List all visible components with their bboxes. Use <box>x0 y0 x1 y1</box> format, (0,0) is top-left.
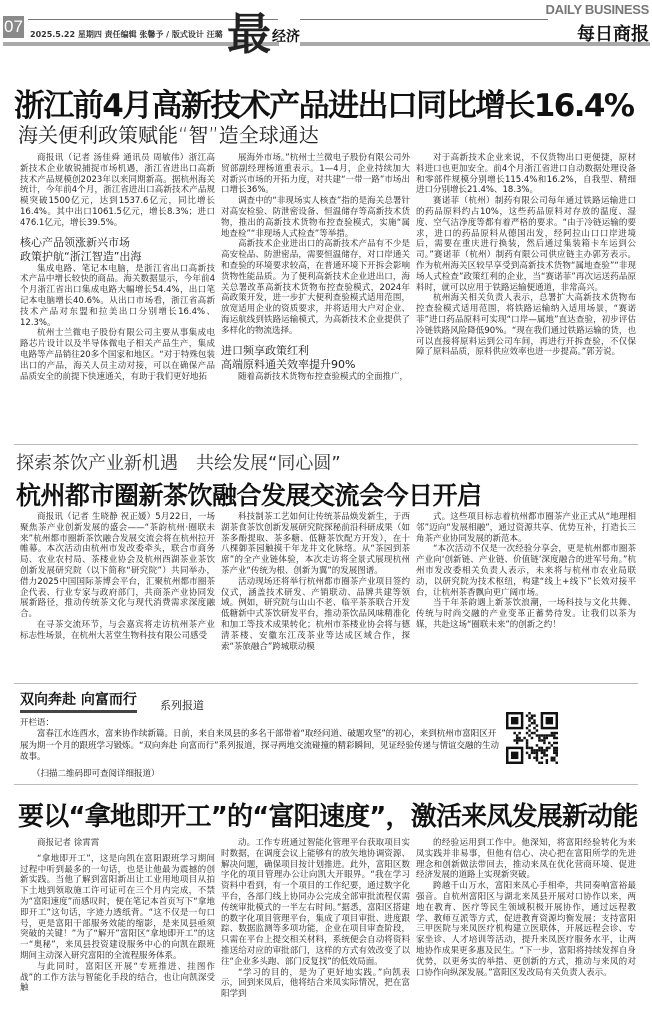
section-subhead: 核心产品领涨新兴市场 <box>20 235 130 249</box>
article3-column-1 <box>20 838 215 994</box>
series-banner-tag: 系列报道 <box>160 699 204 712</box>
paragraph: 集成电路、笔记本电脑，是浙江省出口高新技术产品中增长较快的商品。海关数据显示，今年前4个月浙江省出口集成电路大幅增长54.4%，出口笔记本电脑增长40.6%。从出口市场看，浙江省高新技术产品对东盟和拉美出口分别增长16.4%、12.3%。 <box>20 263 215 328</box>
brand-english: DAILY BUSINESS <box>545 2 649 17</box>
paragraph: 展海外市场。”杭州士兰微电子股份有限公司外贸部副经理杨道重表示。1—4月，企业持续加大对新兴市场的开拓力度，对共建“一带一路”市场出口增长36%。 <box>221 153 410 196</box>
section-logo: 最 <box>227 9 271 60</box>
paragraph: 调查中的“非现场实人核查”指的是海关总署针对高安检验、防泄密设备、恒温储存等高新技术货物，推出的高新技术货物布控查验模式，实施“属地查检”“非现场人式检查”等举措。 <box>221 196 410 239</box>
paragraph: 高新技术企业进出口的高新技术产品有不少是高安检品、防泄密品，需要恒温储存，对口岸通关和查验的环境要求较高，在普通环境下开拆会影响货物性能品质。为了便利高新技术企业进出口，海关总署改革高新技术货物布控查验模式，2024年高政策开发，进一步扩大便利查验模式适用范围，放宽适用企业的资质要求，并将适用大户对企业、海运航线到铁路运输模式，为高新技术企业提供了多样化的物流选择。 <box>221 239 410 336</box>
article1-subheadline: 海关便利政策赋能“智”造全球通达 <box>18 123 319 147</box>
section-subhead: 高端原料通关效率提升90% <box>221 357 356 371</box>
editor-note-label: 开栏语： <box>20 718 55 728</box>
section-name: 经济 <box>272 29 300 45</box>
article1-column-1 <box>20 153 215 382</box>
article2-headline: 杭州都市圈新茶饮融合发展交流会今日开启 <box>16 481 482 510</box>
article2-column-2 <box>221 512 410 652</box>
editor-note-text: 富春江水连酉水，富来协作续新篇。日前，来自来凤县的多名干部带着“取经问道、破题攻坚”的初心，来到杭州市富阳区开展为期一个月的跟班学习锻炼。“双向奔赴 向富而行”系列报道，探寻两地交流碰撞的精彩瞬间，见证经验传递与情谊交融的生动故事。 <box>20 729 500 762</box>
paragraph: 杭州士兰微电子股份有限公司主要从事集成电路芯片设计以及半导体微电子相关产品生产，集成电路等产品销往20多个国家和地区。“对于特殊包装出口的产品，海关人员主动对接，可以在确保产品品质安全的前提下快速通关，有助于我们更好地拓 <box>20 328 215 382</box>
article1-column-3 <box>416 153 636 358</box>
paragraph: 对于高新技术企业来说，不仅货物出口更便捷，原材料进口也更加安全。前4个月浙江省进口自动数据处理设备和零部件规模分别增长115.4%和16.2%，自我型、精细进口分别增长21.4%、18.3%。 <box>416 153 636 196</box>
paragraph: 商报讯（记者 汤佳舜 通讯员 周敏伟）浙江高新技术企业敏锐捕捉市场机遇，浙江省进出口高新技术产品规模创2023年以来同期新高。据杭州海关统计，今年前4个月，浙江省进出口高新技术产品规模突破1500亿元，达到1537.6亿元，同比增长16.4%。其中出口1061.5亿元，增长8.3%；进口476.1亿元，增长39.5%。 <box>20 153 215 228</box>
article3-column-2 <box>221 838 410 1000</box>
paragraph: 活动现场还将举行杭州都市圈茶产业项目签约仪式，涵盖技术研发、产销联动、品牌共建等领域。例如，研究院与山山不老、临平茶茶联合开发低糖新中式茶饮研发平台，推动茶饮品风味精准化和加工等技术成果转化；杭州市茶楼业协会将与德清茶楼、安徽东江茂茶业等达成区域合作，探索“茶旅融合”跨城联动模 <box>221 576 410 652</box>
brand-masthead: 每日商报 <box>577 24 649 45</box>
article3-column-3 <box>416 838 636 978</box>
paragraph: 的经验运用到工作中。他深知，将富阳经验转化为来凤实践并非易事，但他有信心、决心把在富阳所学的先进理念和创新做法带回去，推动来凤在优化营商环境、促进经济发展的道路上实现新突破。 <box>416 838 636 881</box>
paragraph: 与此同时，富阳区开展“专班推进、挂图作战”的工作方法与智能化手段的结合，也让向凯深受触 <box>20 961 215 994</box>
article2-subheadline: 探索茶饮产业新机遇 共绘发展“同心圆” <box>16 453 341 474</box>
page-number: 07 <box>4 17 23 36</box>
article2-column-3 <box>416 512 636 631</box>
paragraph: 跨越千山万水，富阳来凤心手相牵，共同奏响富裕最强音。自杭州富阳区与湖北来凤县开展对口协作以来，两地在教育、医疗等民生领域积极开展协作，通过远程教学、教师互派等方式，促进教育资源均衡发展；支持富阳三甲医院与来凤医疗机构建立医联体，开展远程会诊、专家坐诊、人才培训等活动，提升来凤医疗服务水平，让两地协作成果更多惠及民生。“下一步，富阳将持续发挥自身优势，以更务实的举措、更创新的方式，推动与来凤的对口协作向纵深发展。”富阳区发改局有关负责人表示。 <box>416 881 636 978</box>
qr-hint: （扫描二维码即可查阅详细报道） <box>32 769 160 779</box>
paragraph: 赛诺菲（杭州）制药有限公司每年通过铁路运输进口的药品原料约占10%，这些药品原料对存放的温度、湿度、空气洁净度等都有着严格的要求。“由于冷链运输的要求，进口的药品原料从德国出发，经阿拉山口口岸进境后，需要在重庆进行换装，然后通过集装箱卡车运到公司。”赛诺菲（杭州）制药有限公司供应链主办郭芳表示。作为杭州海关区较早享受到高新技术货物“属地查验”“非现场人式检查”政策红利的企业，当“赛诺菲”再次运送药品原料时，就可以应用于铁路运输便通道，非常高兴。 <box>416 196 636 293</box>
article3-headline: 要以“拿地即开工”的“富阳速度”，激活来凤发展新动能 <box>18 802 638 832</box>
section-subhead: 政策护航“浙江智造”出海 <box>20 249 142 263</box>
paragraph: 商报讯（记者 生晓静 祝正媛）5月22日，一场聚焦茶产业创新发展的盛会——“茶韵杭州·圈联未来”杭州都市圈新茶饮融合发展交流会将在杭州拉开帷幕。本次活动由杭州市发改委牵头，联合市商务局、农业农村局、茶楼业协会及杭州西湖茶业茶饮创新发展研究院（以下简称“研究院”）共同举办，借力2025中国国际茶博会平台，汇聚杭州都市圈茶企代表、行业专家与政府部门，共商茶产业协同发展新路径，推动传统茶文化与现代消费需求深度融合。 <box>20 512 215 620</box>
article2-column-1 <box>20 512 215 642</box>
series-banner-title: 双向奔赴 向富而行 <box>20 689 137 713</box>
article1-headline: 浙江前4月高新技术产品进出口同比增长16.4% <box>14 88 634 124</box>
paragraph: 动。工作专班通过智能化管理平台获取项目实时数据，在调度会议上能够有的放矢地协调资源、解决问题，确保项目按计划推进。此外，富阳区数字化的项目管理办公让向凯大开眼界。“我在学习资料中看到，有一个项目的工作纪要，通过数字化平台，各部门线上协同办公完成全部审批流程仅需传统审批模式的一半左右时间。”据悉，富阳区搭建的数字化项目管理平台，集成了项目审批、进度跟踪、数据监测等多项功能，企业在项目审查阶段，只需在平台上提交相关材料，系统便会自动将资料推送给对应的审批部门，这样的方式有效改变了以往“企业多头跑、部门反复找”的低效局面。 <box>221 838 410 967</box>
paragraph: 随着高新技术货物布控查验模式的全面推广， <box>238 371 409 382</box>
paragraph: 式。这些项目标志着杭州都市圈茶产业正式从“地理相邻”迈向“发展相融”，通过资源共享、优势互补，打造长三角茶产业协同发展的新范本。 <box>416 512 636 544</box>
paragraph: 当千年茶韵遇上新茶饮浪潮，一场科技与文化共舞、传统与时尚交融的产业变革正蓄势待发。让我们以茶为媒，共赴这场“圈联未来”的创新之约！ <box>416 598 636 630</box>
paragraph: 科技制茶工艺如何让传统茶品焕发新生，于西湖茶食茶饮创新发展研究院探秘前沿科研成果（如茶多酚提取、茶多糖、低糖茶饮配方开发），在十八棵御茶园触摸千年龙井文化脉络。从“茶园到茶席”的全产业链体验，本次走访将全景式展现杭州茶产业“传统为根、创新为翼”的发展图谱。 <box>221 512 410 576</box>
paragraph: “拿地即开工”，这是向凯在富阳跟班学习期间过程中听到最多的一句话，也是让他最为震撼的创新实践。当他了解到富阳新出让工业用地项目从拍下土地到领取施工许可证可在三个月内完成，不禁为“富阳速度”而感叹时，便在笔记本首页写下“拿地即开工”这句话，字迹力透纸背。“这不仅是一句口号，更是富阳干部服务效能的缩影，是来凤县亟须突破的关键！”为了“解开”富阳区“拿地即开工”的这一“奥秘”，来凤县投资建设服务中心的向凯在跟班期间主动深入研究富阳的全流程服务体系。 <box>20 853 215 961</box>
paragraph: “学习的目的，是为了更好地实践。”向凯表示，回到来凤后，他将结合来凤实际情况，把在富阳学到 <box>221 967 410 1000</box>
paragraph: 在寻茶交流环节，与会嘉宾将走访杭州茶产业标志性场景，在杭州大茗堂生物科技有限公司感受 <box>20 619 215 641</box>
issue-meta: 2025.5.22 星期四 责任编辑 张馨予 / 版式设计 汪璐 <box>30 30 223 39</box>
header-rule <box>300 19 548 20</box>
paragraph: “本次活动不仅是一次经验分享会，更是杭州都市圈茶产业向‘创新链、产业链、价值链’深度融合的进军号角。”杭州市发改委相关负责人表示，未来将与杭州市农业局联动，以研究院为技术枢纽，构建“线上+线下”长效对接平台，让杭州茶香飘向更广阔市场。 <box>416 544 636 598</box>
divider <box>14 784 638 785</box>
divider <box>14 683 638 684</box>
divider <box>14 444 638 445</box>
section-subhead: 进口频享政策红利 <box>221 343 309 357</box>
qr-code[interactable] <box>506 712 558 764</box>
article1-column-2 <box>221 153 410 382</box>
paragraph: 杭州海关相关负责人表示，总署扩大高新技术货物布控查验模式适用范围，将铁路运输纳入适用场景，“赛诺菲”进口药品原料可实现“口岸—属地”直达查验，初步评估冷链铁路风险降低90%。“现在我们通过铁路运输的货，也可以直接将原料运到公司车间，再进行开拆查验，不仅保障了原料品质，原料供应效率也进一步提高。”郭芳说。 <box>416 293 636 358</box>
byline: 商报记者 徐霄霄 <box>37 838 100 848</box>
